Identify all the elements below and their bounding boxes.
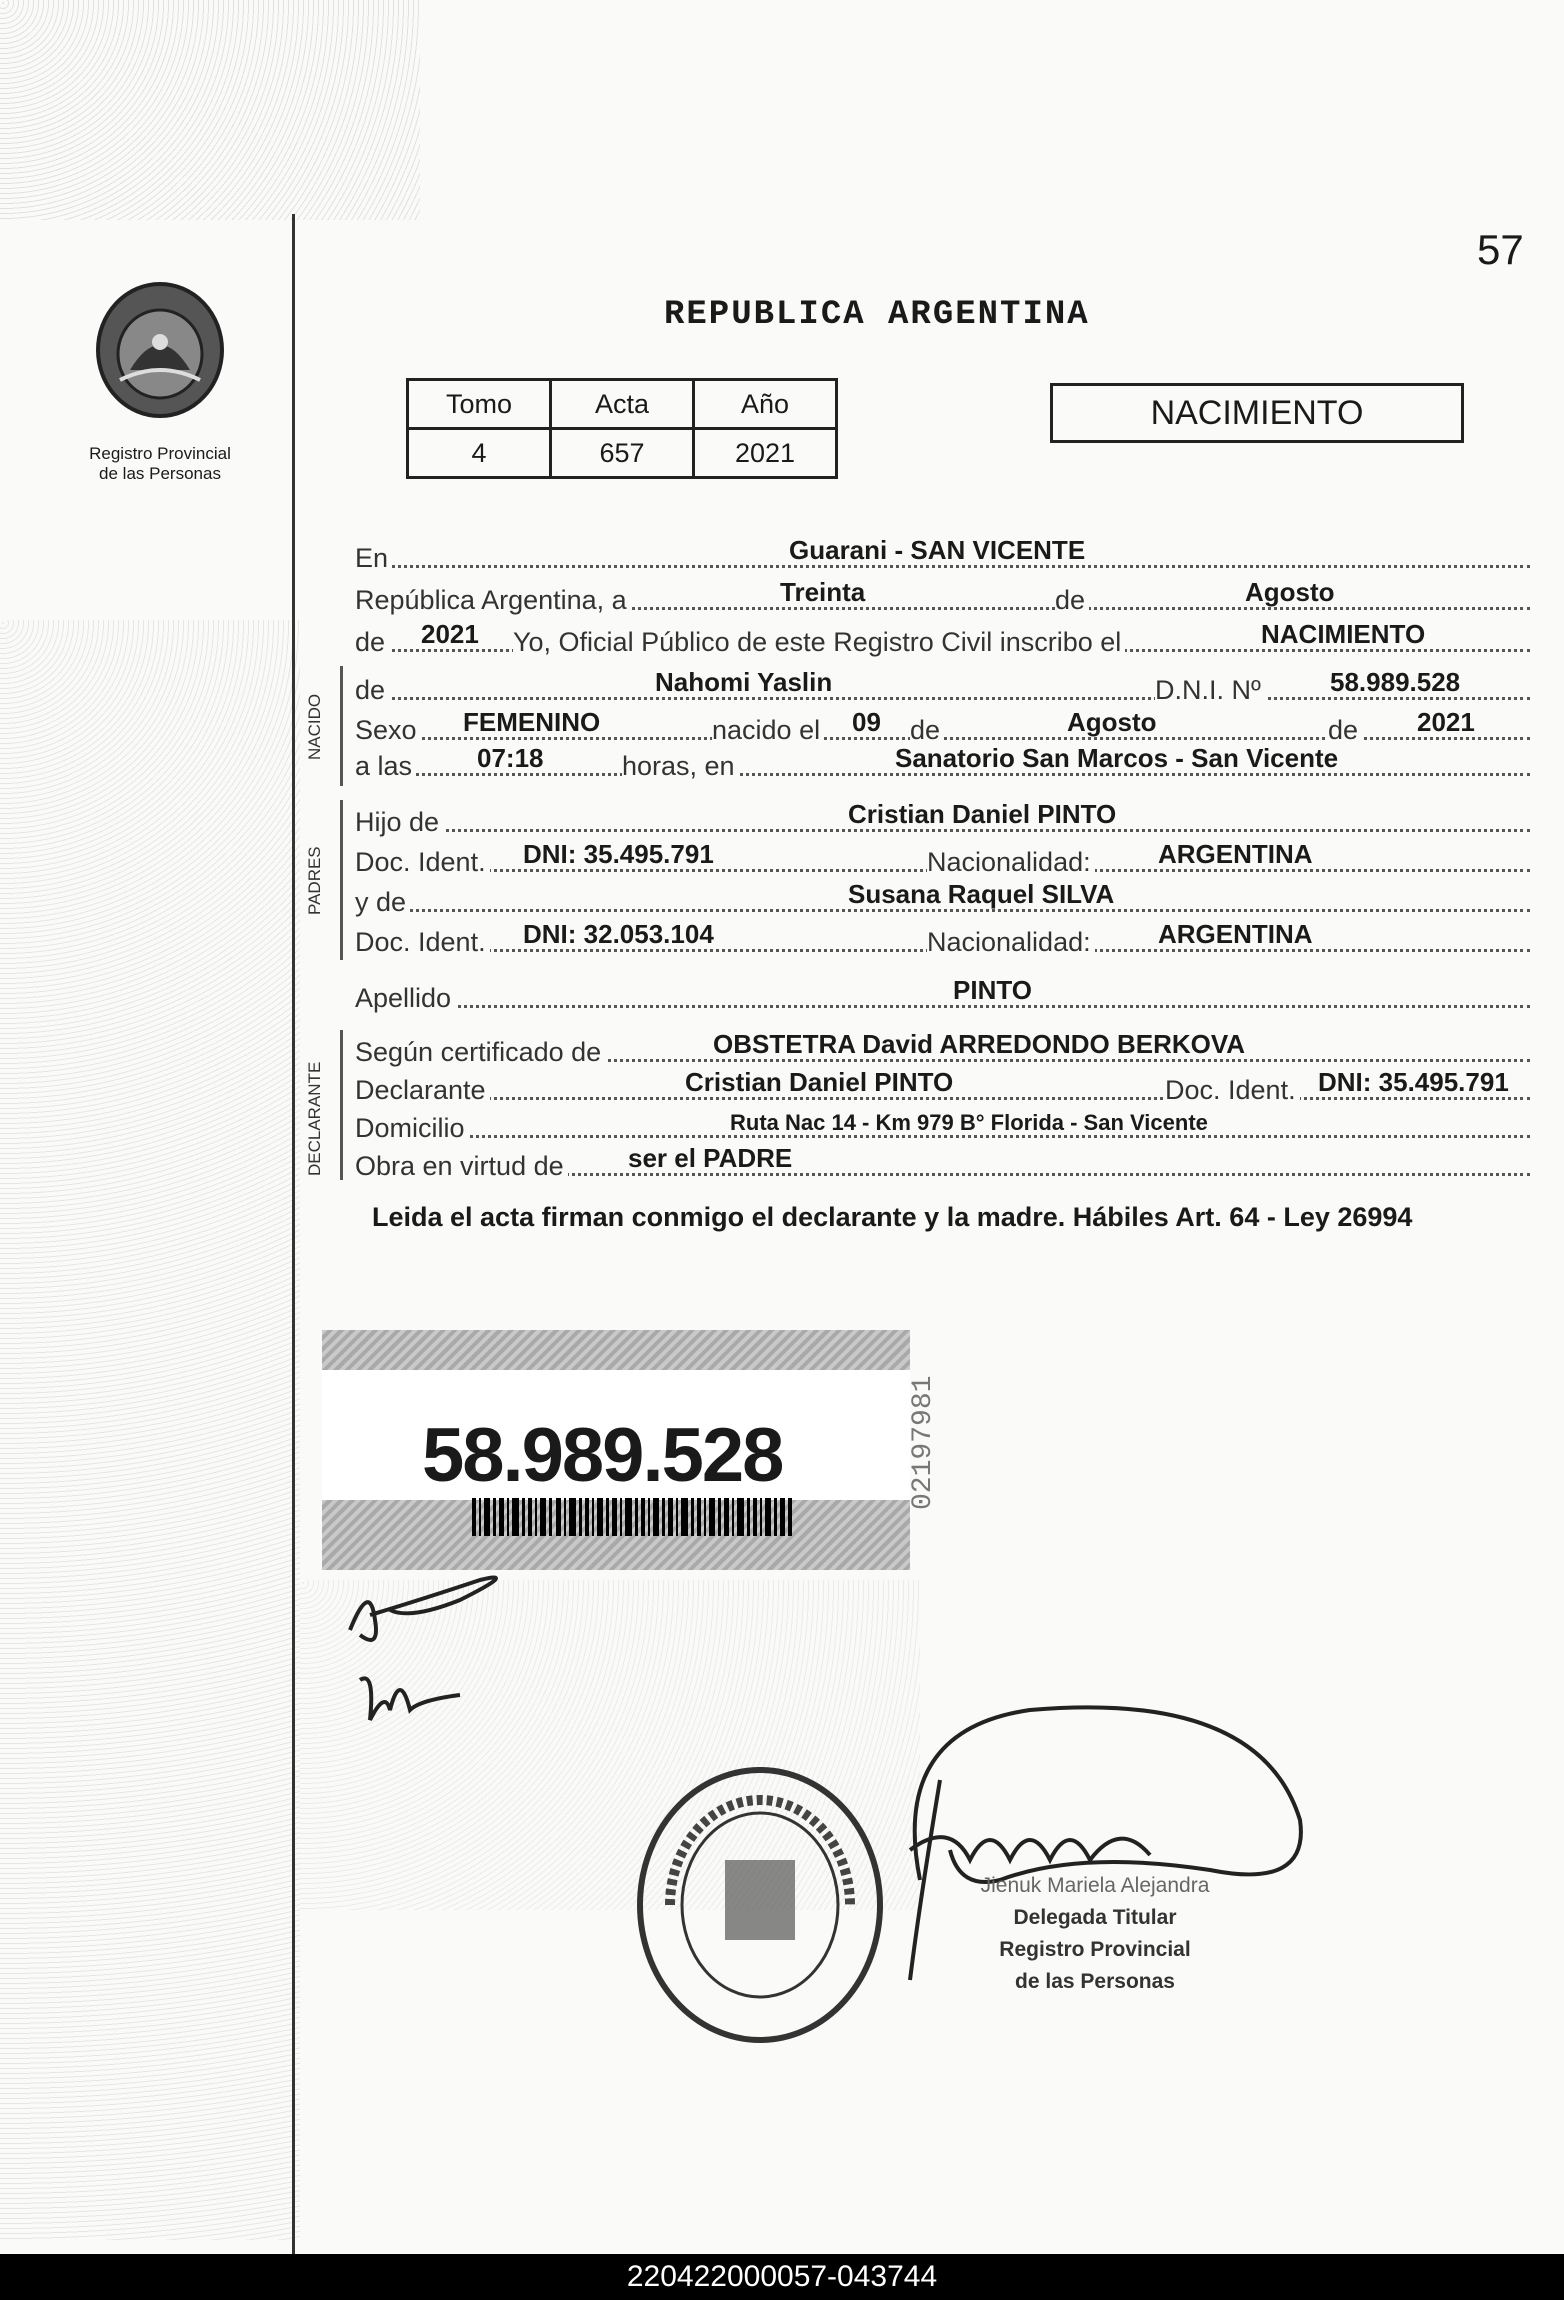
label-dni: D.N.I. Nº	[1155, 675, 1265, 706]
value-father-doc: DNI: 35.495.791	[523, 839, 714, 869]
anio-header: Año	[694, 380, 837, 429]
value-father-nat: ARGENTINA	[1158, 839, 1313, 869]
sticker-serial: 02197981	[908, 1375, 939, 1510]
field-row-year	[355, 620, 1530, 658]
reference-table	[406, 378, 838, 479]
margin-line	[292, 214, 295, 2254]
value-father: Cristian Daniel PINTO	[848, 799, 1117, 829]
field-row-address	[355, 1106, 1530, 1144]
field-row-place	[355, 536, 1530, 574]
value-name: Nahomi Yaslin	[655, 667, 833, 697]
section-bar	[340, 666, 343, 786]
label-yo-oficial: Yo, Oficial Público de este Registro Civil inscribo el	[513, 627, 1125, 658]
label-declarante: Declarante	[355, 1075, 490, 1106]
acta-header: Acta	[551, 380, 694, 429]
act-type-box: NACIMIENTO	[1050, 383, 1464, 443]
signer-name: Jienuk Mariela Alejandra	[980, 1874, 1210, 1897]
signer-org: Registro Provincial	[999, 1938, 1191, 1961]
official-seal	[630, 1760, 890, 2050]
barcode	[472, 1498, 792, 1536]
anio-value: 2021	[694, 429, 837, 478]
value-month: Agosto	[1245, 577, 1335, 607]
label-en: En	[355, 543, 392, 574]
value-declarant: Cristian Daniel PINTO	[685, 1067, 954, 1097]
label-nacionalidad: Nacionalidad:	[927, 847, 1095, 878]
value-address: Ruta Nac 14 - Km 979 B° Florida - San Vicente	[730, 1110, 1208, 1135]
value-day-words: Treinta	[780, 577, 866, 607]
label-de: de	[910, 715, 944, 746]
value-mother: Susana Raquel SILVA	[848, 879, 1115, 909]
label-de: de	[355, 627, 389, 658]
value-declarant-doc: DNI: 35.495.791	[1318, 1067, 1509, 1097]
field-row-date	[355, 578, 1530, 616]
label-obra-virtud: Obra en virtud de	[355, 1151, 568, 1182]
misiones-coat-of-arms	[90, 280, 230, 420]
field-row-certificate	[355, 1030, 1530, 1068]
label-de: de	[1328, 715, 1362, 746]
label-apellido: Apellido	[355, 983, 455, 1014]
label-republica: República Argentina, a	[355, 585, 631, 616]
document-title: REPUBLICA ARGENTINA	[664, 296, 1090, 334]
label-horas-en: horas, en	[622, 751, 739, 782]
label-y-de: y de	[355, 887, 410, 918]
label-doc-ident: Doc. Ident.	[355, 927, 490, 958]
value-birth-year: 2021	[1417, 707, 1475, 737]
value-place: Guarani - SAN VICENTE	[789, 535, 1086, 565]
signer-org: de las Personas	[1015, 1970, 1175, 1993]
label-nacido-el: nacido el	[712, 715, 824, 746]
acta-value: 657	[551, 429, 694, 478]
label-doc-ident: Doc. Ident.	[355, 847, 490, 878]
label-de: de	[355, 675, 389, 706]
value-by-virtue: ser el PADRE	[628, 1143, 793, 1173]
value-birth-month: Agosto	[1067, 707, 1157, 737]
field-row-father-doc	[355, 840, 1530, 878]
tomo-value: 4	[408, 429, 551, 478]
value-sex: FEMENINO	[463, 707, 601, 737]
field-row-sex	[355, 708, 1530, 746]
field-row-mother-doc	[355, 920, 1530, 958]
value-dni: 58.989.528	[1330, 667, 1461, 697]
section-bar	[340, 1030, 343, 1180]
label-segun-cert: Según certificado de	[355, 1037, 605, 1068]
label-nacionalidad: Nacionalidad:	[927, 927, 1095, 958]
value-certificate: OBSTETRA David ARREDONDO BERKOVA	[713, 1029, 1246, 1059]
field-row-name	[355, 668, 1530, 706]
value-act-kind: NACIMIENTO	[1261, 619, 1426, 649]
footer-code: 220422000057-043744	[0, 2254, 1564, 2300]
label-doc-ident: Doc. Ident.	[1165, 1075, 1300, 1106]
value-year: 2021	[421, 619, 479, 649]
field-row-mother	[355, 880, 1530, 918]
value-mother-doc: DNI: 32.053.104	[523, 919, 714, 949]
section-label-nacido: NACIDO	[305, 693, 324, 760]
label-de: de	[1055, 585, 1089, 616]
value-mother-nat: ARGENTINA	[1158, 919, 1313, 949]
value-birth-day: 09	[852, 707, 881, 737]
label-a-las: a las	[355, 751, 416, 782]
scan-noise	[0, 0, 420, 220]
value-birth-place: Sanatorio San Marcos - San Vicente	[895, 743, 1339, 773]
sticker-number: 58.989.528	[422, 1413, 783, 1498]
value-surname: PINTO	[953, 975, 1032, 1005]
registry-label-line: de las Personas	[99, 464, 221, 483]
scan-noise	[0, 620, 300, 2240]
label-sexo: Sexo	[355, 715, 421, 746]
page-number: 57	[1477, 226, 1524, 273]
field-row-father	[355, 800, 1530, 838]
registry-label	[60, 444, 260, 484]
field-row-by-virtue	[355, 1144, 1530, 1182]
field-row-time	[355, 744, 1530, 782]
section-bar	[340, 800, 343, 960]
field-row-declarant	[355, 1068, 1530, 1106]
signer-block	[930, 1870, 1260, 1998]
tomo-header: Tomo	[408, 380, 551, 429]
label-hijo-de: Hijo de	[355, 807, 443, 838]
field-row-surname	[355, 976, 1530, 1014]
section-label-declarante: DECLARANTE	[305, 1061, 324, 1176]
dni-sticker	[322, 1330, 910, 1570]
signature-declarant	[330, 1560, 530, 1760]
label-domicilio: Domicilio	[355, 1113, 469, 1144]
section-label-padres: PADRES	[305, 846, 324, 915]
registry-label-line: Registro Provincial	[89, 444, 231, 463]
closing-note: Leida el acta firman conmigo el declarante y la madre. Hábiles Art. 64 - Ley 26994	[372, 1202, 1413, 1232]
signer-title: Delegada Titular	[1013, 1906, 1177, 1929]
value-birth-time: 07:18	[477, 743, 544, 773]
